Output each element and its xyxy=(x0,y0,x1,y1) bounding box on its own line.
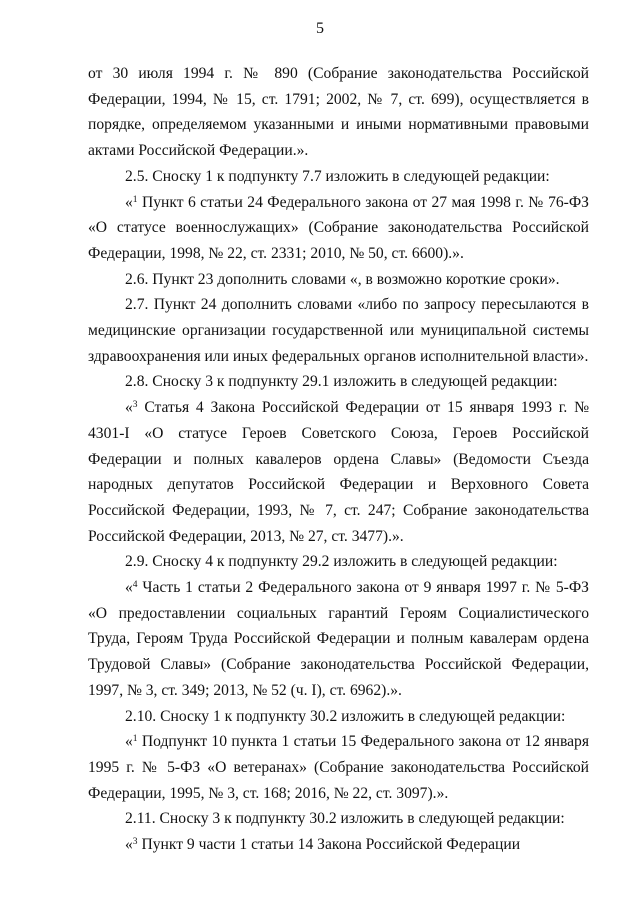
body-paragraph xyxy=(88,806,589,832)
paragraph-text: Подпункт 10 пункта 1 статьи 15 Федерального закона от 12 января 1995 г. № 5-ФЗ «О ветеранах» (Собрание законодательства Российской Федерации, 1995, № 3, ст. 168; 2016, № 22, ст. 3097).». xyxy=(88,733,589,802)
footnote-text-paragraph xyxy=(88,729,589,806)
body-paragraph xyxy=(88,61,589,164)
paragraph-text: Пункт 9 части 1 статьи 14 Закона Российской Федерации xyxy=(137,836,521,854)
footnote-text-paragraph xyxy=(88,190,589,267)
body-paragraph xyxy=(88,369,589,395)
paragraph-text: 2.7. Пункт 24 дополнить словами «либо по запросу пересылаются в медицинские организации государственной или муниципальной системы здравоохранения или иных федеральных органов исполнительной власти». xyxy=(88,296,589,365)
open-quote: « xyxy=(125,193,133,211)
body-paragraph xyxy=(88,164,589,190)
paragraph-text: 2.11. Сноску 3 к подпункту 30.2 изложить в следующей редакции: xyxy=(125,810,565,828)
open-quote: « xyxy=(125,579,133,597)
document-body xyxy=(88,61,589,858)
body-paragraph xyxy=(88,704,589,730)
paragraph-text: 2.6. Пункт 23 дополнить словами «, в возможно короткие сроки». xyxy=(125,270,560,288)
paragraph-text: Статья 4 Закона Российской Федерации от 15 января 1993 г. № 4301-I «О статусе Героев Советского Союза, Героев Российской Федерации и полных кавалеров ордена Славы» (Ведомости Съезда народных депутатов Российской Федерации и Верховного Совета Российской Федерации, 1993, № 7, ст. 247; Собрание законодательства Российской Федерации, 2013, № 27, ст. 3477).». xyxy=(88,399,589,545)
footnote-mark: 4 xyxy=(132,580,138,591)
open-quote: « xyxy=(125,733,133,751)
footnote-mark: 3 xyxy=(132,837,138,848)
paragraph-text: от 30 июля 1994 г. № 890 (Собрание законодательства Российской Федерации, 1994, № 15, ст. 1791; 2002, № 7, ст. 699), осуществляется в порядке, определяемом указанными и иными нормативными правовыми актами Российской Федерации.». xyxy=(88,65,589,160)
footnote-text-paragraph xyxy=(88,832,589,858)
paragraph-text: Часть 1 статьи 2 Федерального закона от 9 января 1997 г. № 5-ФЗ «О предоставлении социальных гарантий Героям Социалистического Труда, Героям Труда Российской Федерации и полным кавалерам ордена Трудовой Славы» (Собрание законодательства Российской Федерации, 1997, № 3, ст. 349; 2013, № 52 (ч. I), ст. 6962).». xyxy=(88,579,589,699)
open-quote: « xyxy=(125,836,133,854)
paragraph-text: Пункт 6 статьи 24 Федерального закона от 27 мая 1998 г. № 76-ФЗ «О статусе военнослужащих» (Собрание законодательства Российской Федерации, 1998, № 22, ст. 2331; 2010, № 50, ст. 6600).». xyxy=(88,193,589,262)
footnote-text-paragraph xyxy=(88,575,589,704)
paragraph-text: 2.9. Сноску 4 к подпункту 29.2 изложить в следующей редакции: xyxy=(125,553,558,571)
paragraph-text: 2.5. Сноску 1 к подпункту 7.7 изложить в следующей редакции: xyxy=(125,167,550,185)
footnote-text-paragraph xyxy=(88,395,589,549)
body-paragraph xyxy=(88,292,589,369)
body-paragraph xyxy=(88,549,589,575)
footnote-mark: 3 xyxy=(132,400,138,411)
paragraph-text: 2.10. Сноску 1 к подпункту 30.2 изложить в следующей редакции: xyxy=(125,707,566,725)
footnote-mark: 1 xyxy=(132,194,138,205)
footnote-mark: 1 xyxy=(132,734,138,745)
page-number: 5 xyxy=(316,20,324,37)
body-paragraph xyxy=(88,267,589,293)
paragraph-text: 2.8. Сноску 3 к подпункту 29.1 изложить в следующей редакции: xyxy=(125,373,558,391)
open-quote: « xyxy=(125,399,133,417)
